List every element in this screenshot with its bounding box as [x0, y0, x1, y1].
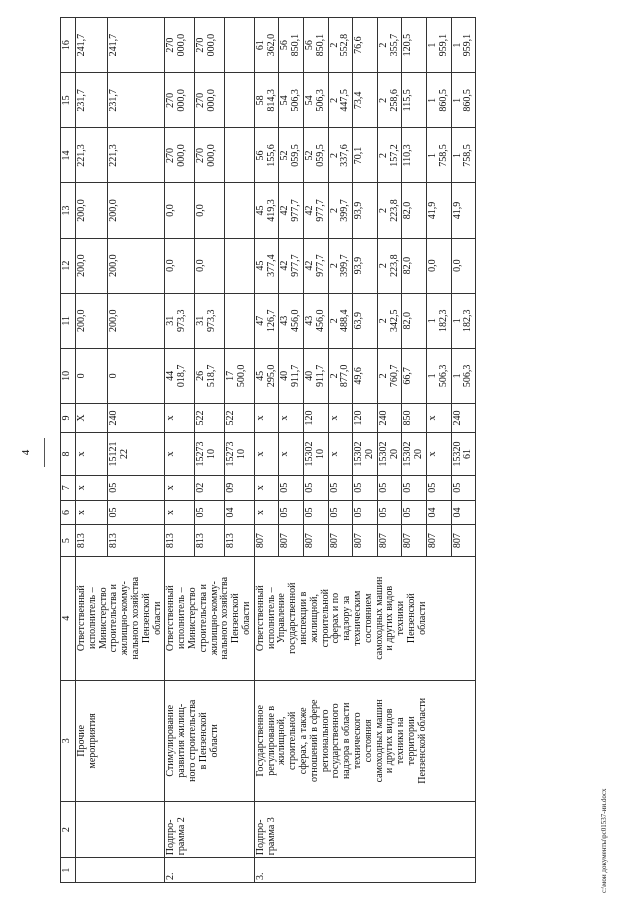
cell: 0,0 — [195, 183, 225, 238]
cell: 807 — [254, 525, 279, 556]
cell: 05 — [451, 475, 476, 500]
cell: 813 — [224, 525, 254, 556]
cell: х — [426, 433, 451, 476]
col-header: 8 — [61, 433, 76, 476]
cell: 76,6 — [353, 18, 378, 73]
cell: 05 — [279, 475, 304, 500]
cell: 813 — [108, 525, 165, 556]
cell: 05 — [303, 475, 328, 500]
table-row — [76, 18, 108, 883]
cell: 82,0 — [402, 293, 427, 348]
cell: 0,0 — [451, 238, 476, 293]
budget-table — [60, 17, 476, 883]
cell: 231,7 — [108, 73, 165, 128]
cell: 05 — [353, 500, 378, 525]
cell: 05 — [353, 475, 378, 500]
cell: 40 911,7 — [303, 348, 328, 403]
col-header: 5 — [61, 525, 76, 556]
cell: х — [426, 403, 451, 432]
cell: 93,9 — [353, 183, 378, 238]
cell-number: 3. — [254, 858, 475, 883]
cell: 522 — [224, 403, 254, 432]
cell: 240 — [451, 403, 476, 432]
cell: 2 223,8 — [377, 183, 402, 238]
cell-number — [76, 858, 165, 883]
cell: 270 000,0 — [165, 73, 195, 128]
cell: 0 — [108, 348, 165, 403]
cell: 110,3 — [402, 128, 427, 183]
cell: х — [254, 403, 279, 432]
cell-subprogram: Подпро- грамма 2 — [165, 802, 254, 858]
cell: 2 223,8 — [377, 238, 402, 293]
cell: 15302 10 — [303, 433, 328, 476]
col-header: 14 — [61, 128, 76, 183]
cell: х — [165, 403, 195, 432]
cell: 813 — [76, 525, 108, 556]
cell: 56 155,6 — [254, 128, 279, 183]
cell: 05 — [303, 500, 328, 525]
col-header: 4 — [61, 556, 76, 680]
col-header: 6 — [61, 500, 76, 525]
cell: 04 — [451, 500, 476, 525]
cell: 82,0 — [402, 238, 427, 293]
cell: 61 362,0 — [254, 18, 279, 73]
cell: 2 760,7 — [377, 348, 402, 403]
cell: х — [165, 433, 195, 476]
cell: 02 — [195, 475, 225, 500]
cell: 813 — [165, 525, 195, 556]
cell: 09 — [224, 475, 254, 500]
cell: 44 018,7 — [165, 348, 195, 403]
cell: 2 342,5 — [377, 293, 402, 348]
cell-executor: Ответственный исполнитель – Управление государственной инспекции в жилищной, строительной сферах и по надзору за техническим состоянием самоходных машин и других видов техники Пензенской области — [254, 556, 475, 680]
cell: 93,9 — [353, 238, 378, 293]
cell: 241,7 — [76, 18, 108, 73]
cell: 43 456,0 — [303, 293, 328, 348]
cell: 1 182,3 — [426, 293, 451, 348]
cell: 04 — [224, 500, 254, 525]
cell: 807 — [377, 525, 402, 556]
cell: 240 — [377, 403, 402, 432]
cell: 807 — [279, 525, 304, 556]
page-number: 4 — [20, 449, 32, 456]
cell: 05 — [108, 500, 165, 525]
cell: 1 758,5 — [426, 128, 451, 183]
cell: 05 — [279, 500, 304, 525]
cell: 2 157,2 — [377, 128, 402, 183]
cell: 2 399,7 — [328, 238, 353, 293]
cell: 270 000,0 — [195, 18, 225, 73]
cell: 41,9 — [451, 183, 476, 238]
col-header: 1 — [61, 858, 76, 883]
cell: 58 814,3 — [254, 73, 279, 128]
cell: 2 488,4 — [328, 293, 353, 348]
cell: 15273 10 — [224, 433, 254, 476]
cell: 0 — [76, 348, 108, 403]
cell-activity: Прочие мероприятия — [76, 680, 165, 801]
cell: 05 — [402, 500, 427, 525]
cell: 270 000,0 — [165, 18, 195, 73]
cell-subprogram: Подпро- грамма 3 — [254, 802, 475, 858]
cell: х — [328, 403, 353, 432]
cell: 115,5 — [402, 73, 427, 128]
cell: 41,9 — [426, 183, 451, 238]
cell: 2 399,7 — [328, 183, 353, 238]
col-header: 3 — [61, 680, 76, 801]
cell: 45 377,4 — [254, 238, 279, 293]
cell: 200,0 — [76, 238, 108, 293]
cell: 522 — [195, 403, 225, 432]
cell — [224, 293, 254, 348]
col-header: 10 — [61, 348, 76, 403]
cell: 54 506,3 — [303, 73, 328, 128]
cell: х — [76, 500, 108, 525]
cell: 05 — [328, 500, 353, 525]
col-header: 7 — [61, 475, 76, 500]
cell: 1 959,1 — [451, 18, 476, 73]
cell: 31 973,3 — [195, 293, 225, 348]
cell: х — [279, 433, 304, 476]
col-header: 11 — [61, 293, 76, 348]
cell: 240 — [108, 403, 165, 432]
cell — [224, 183, 254, 238]
cell-executor: Ответственный исполнитель – Министерство строительства и жилищно-комму- нального хозяйства Пензенской области — [165, 556, 254, 680]
cell: 807 — [402, 525, 427, 556]
cell: х — [328, 433, 353, 476]
cell: 1 182,3 — [451, 293, 476, 348]
cell: 2 877,0 — [328, 348, 353, 403]
cell: 120,5 — [402, 18, 427, 73]
cell: 45 295,0 — [254, 348, 279, 403]
cell: 42 977,7 — [303, 238, 328, 293]
col-header: 13 — [61, 183, 76, 238]
cell: 850 — [402, 403, 427, 432]
cell-number: 2. — [165, 858, 254, 883]
cell: 270 000,0 — [195, 73, 225, 128]
cell-executor: Ответственный исполнитель – Министерство строительства и жилищно-комму- нального хозяйства Пензенской области — [76, 556, 165, 680]
header-row — [61, 18, 76, 883]
cell: 42 977,7 — [303, 183, 328, 238]
cell: 47 126,7 — [254, 293, 279, 348]
cell: 31 973,3 — [165, 293, 195, 348]
cell: 52 059,5 — [279, 128, 304, 183]
cell: 15302 20 — [402, 433, 427, 476]
cell: 1 506,3 — [426, 348, 451, 403]
cell: 1 506,3 — [451, 348, 476, 403]
cell: 200,0 — [108, 183, 165, 238]
cell: 73,4 — [353, 73, 378, 128]
cell: 63,9 — [353, 293, 378, 348]
cell: 2 258,6 — [377, 73, 402, 128]
cell: 200,0 — [108, 293, 165, 348]
cell: 807 — [353, 525, 378, 556]
cell: 56 850,1 — [303, 18, 328, 73]
cell: 0,0 — [195, 238, 225, 293]
cell: 120 — [353, 403, 378, 432]
cell: 0,0 — [426, 238, 451, 293]
cell: 241,7 — [108, 18, 165, 73]
cell: 05 — [426, 475, 451, 500]
cell: 05 — [402, 475, 427, 500]
cell: 40 911,7 — [279, 348, 304, 403]
col-header: 12 — [61, 238, 76, 293]
cell: 807 — [426, 525, 451, 556]
cell: х — [279, 403, 304, 432]
cell: 2 447,5 — [328, 73, 353, 128]
cell: х — [76, 433, 108, 476]
cell: 26 518,7 — [195, 348, 225, 403]
cell: 70,1 — [353, 128, 378, 183]
cell: 15302 20 — [353, 433, 378, 476]
cell: 2 552,8 — [328, 18, 353, 73]
col-header: 9 — [61, 403, 76, 432]
cell: 05 — [195, 500, 225, 525]
cell: 05 — [328, 475, 353, 500]
cell: 05 — [377, 500, 402, 525]
footer-file-path: c:\мои документы\рс01537-ии.docx — [600, 788, 608, 893]
cell: 813 — [195, 525, 225, 556]
cell: х — [254, 475, 279, 500]
cell: 2 355,7 — [377, 18, 402, 73]
cell: 04 — [426, 500, 451, 525]
cell: 0,0 — [165, 238, 195, 293]
cell: 0,0 — [165, 183, 195, 238]
cell: 49,6 — [353, 348, 378, 403]
cell: 807 — [451, 525, 476, 556]
cell: Х — [76, 403, 108, 432]
col-header: 16 — [61, 18, 76, 73]
cell: 807 — [328, 525, 353, 556]
cell: 05 — [377, 475, 402, 500]
cell: 52 059,5 — [303, 128, 328, 183]
cell: 270 000,0 — [165, 128, 195, 183]
cell: 15302 20 — [377, 433, 402, 476]
cell-activity: Государственное регулирование в жилищной, строительной сферах, а также отношений в сфере регионального государственного надзора в области технического состояния самоходных машин и других видов техники на территории Пензенской области — [254, 680, 475, 801]
cell: 807 — [303, 525, 328, 556]
col-header: 15 — [61, 73, 76, 128]
cell — [224, 18, 254, 73]
cell: 1 959,1 — [426, 18, 451, 73]
cell — [224, 73, 254, 128]
cell: 17 500,0 — [224, 348, 254, 403]
cell: х — [254, 500, 279, 525]
cell-subprogram — [76, 802, 165, 858]
cell: 2 337,6 — [328, 128, 353, 183]
cell: 221,3 — [76, 128, 108, 183]
cell: х — [76, 475, 108, 500]
col-header: 2 — [61, 802, 76, 858]
cell: 120 — [303, 403, 328, 432]
cell: 270 000,0 — [195, 128, 225, 183]
cell: 1 758,5 — [451, 128, 476, 183]
table-row — [165, 18, 195, 883]
cell: 221,3 — [108, 128, 165, 183]
cell: 200,0 — [76, 183, 108, 238]
cell: 15320 61 — [451, 433, 476, 476]
cell: 200,0 — [76, 293, 108, 348]
cell: 43 456,0 — [279, 293, 304, 348]
cell: 66,7 — [402, 348, 427, 403]
table-row — [254, 18, 279, 883]
cell-activity: Стимулирование развития жилищ- ного строительства в Пензенской области — [165, 680, 254, 801]
cell: 54 506,3 — [279, 73, 304, 128]
cell: 200,0 — [108, 238, 165, 293]
cell: 231,7 — [76, 73, 108, 128]
cell: 42 977,7 — [279, 238, 304, 293]
cell: 15273 10 — [195, 433, 225, 476]
cell: 82,0 — [402, 183, 427, 238]
cell: х — [254, 433, 279, 476]
cell: х — [165, 500, 195, 525]
cell: 15121 22 — [108, 433, 165, 476]
cell: 42 977,7 — [279, 183, 304, 238]
cell — [224, 128, 254, 183]
page-number-rule — [44, 438, 45, 467]
cell: 1 860,5 — [426, 73, 451, 128]
cell: 05 — [108, 475, 165, 500]
cell — [224, 238, 254, 293]
cell: 56 850,1 — [279, 18, 304, 73]
cell: 1 860,5 — [451, 73, 476, 128]
cell: х — [165, 475, 195, 500]
cell: 45 419,3 — [254, 183, 279, 238]
